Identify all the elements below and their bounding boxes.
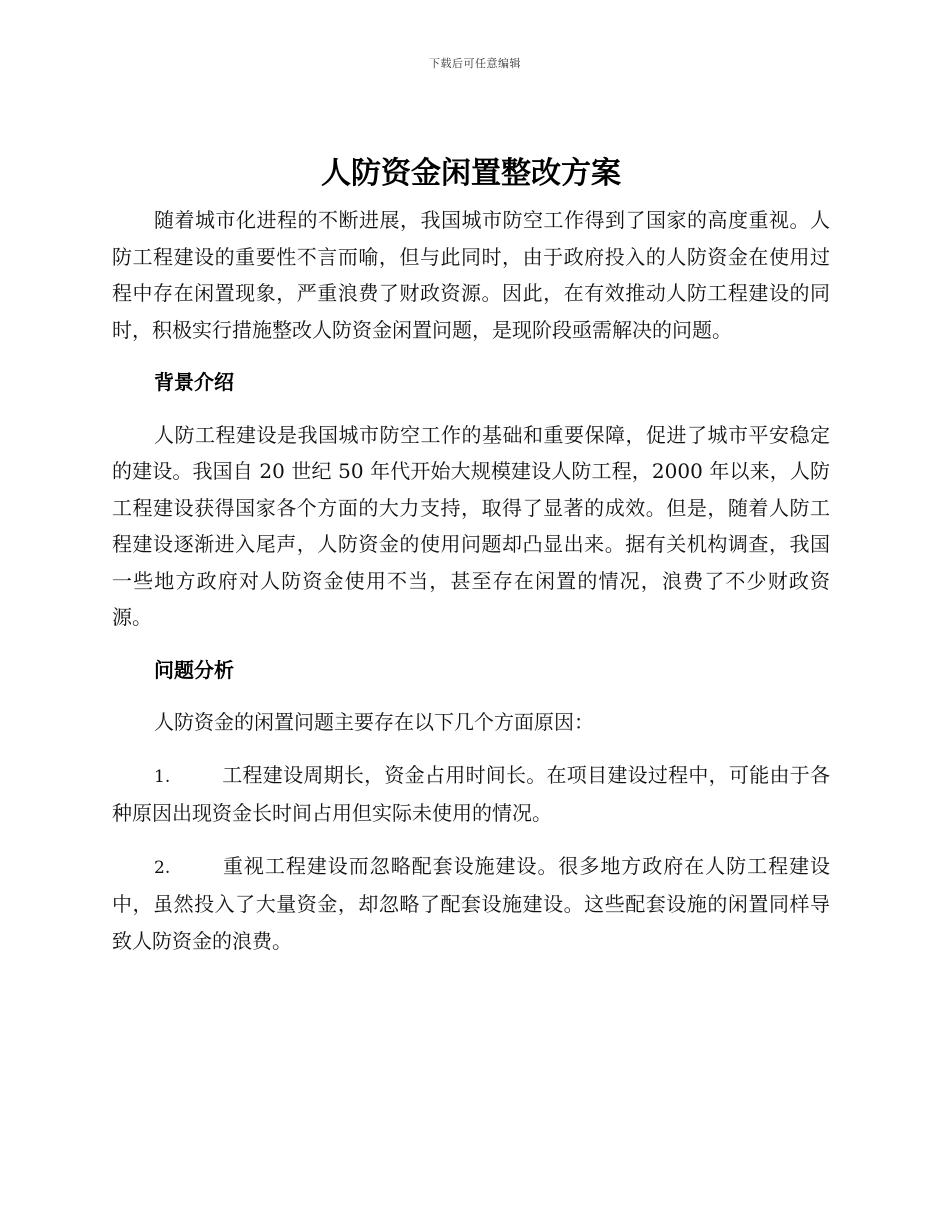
- list-item-number: 1.: [154, 766, 171, 787]
- list-item-number: 2.: [154, 857, 171, 878]
- document-title: 人防资金闲置整改方案: [321, 156, 621, 191]
- list-item: [112, 848, 830, 960]
- list-item-text: 工程建设周期长，资金占用时间长。在项目建设过程中，可能由于各种原因出现资金长时间占用但实际未使用的情况。: [112, 762, 830, 825]
- header-note: 下载后可任意编辑: [429, 57, 521, 70]
- section-heading-background: 背景介绍: [154, 370, 234, 394]
- intro-paragraph: 随着城市化进程的不断进展，我国城市防空工作得到了国家的高度重视。人防工程建设的重要性不言而喻，但与此同时，由于政府投入的人防资金在使用过程中存在闲置现象，严重浪费了财政资源。因此，在有效推动人防工程建设的同时，积极实行措施整改人防资金闲置问题，是现阶段亟需解决的问题。: [112, 208, 830, 342]
- background-paragraph: 人防工程建设是我国城市防空工作的基础和重要保障，促进了城市平安稳定的建设。我国自 20 世纪 50 年代开始大规模建设人防工程，2000 年以来，人防工程建设获得国家各个方面的大力支持，取得了显著的成效。但是，随着人防工程建设逐渐进入尾声，人防资金的使用问题却凸显出来。据有关机构调查，我国一些地方政府对人防资金使用不当，甚至存在闲置的情况，浪费了不少财政资源。: [112, 422, 830, 629]
- section-heading-analysis: 问题分析: [154, 657, 234, 682]
- list-item: [112, 757, 830, 832]
- document-content: [112, 146, 830, 959]
- analysis-paragraph: 人防资金的闲置问题主要存在以下几个方面原因：: [154, 710, 594, 734]
- list-item-text: 重视工程建设而忽略配套设施建设。很多地方政府在人防工程建设中，虽然投入了大量资金，却忽略了配套设施建设。这些配套设施的闲置同样导致人防资金的浪费。: [112, 853, 830, 953]
